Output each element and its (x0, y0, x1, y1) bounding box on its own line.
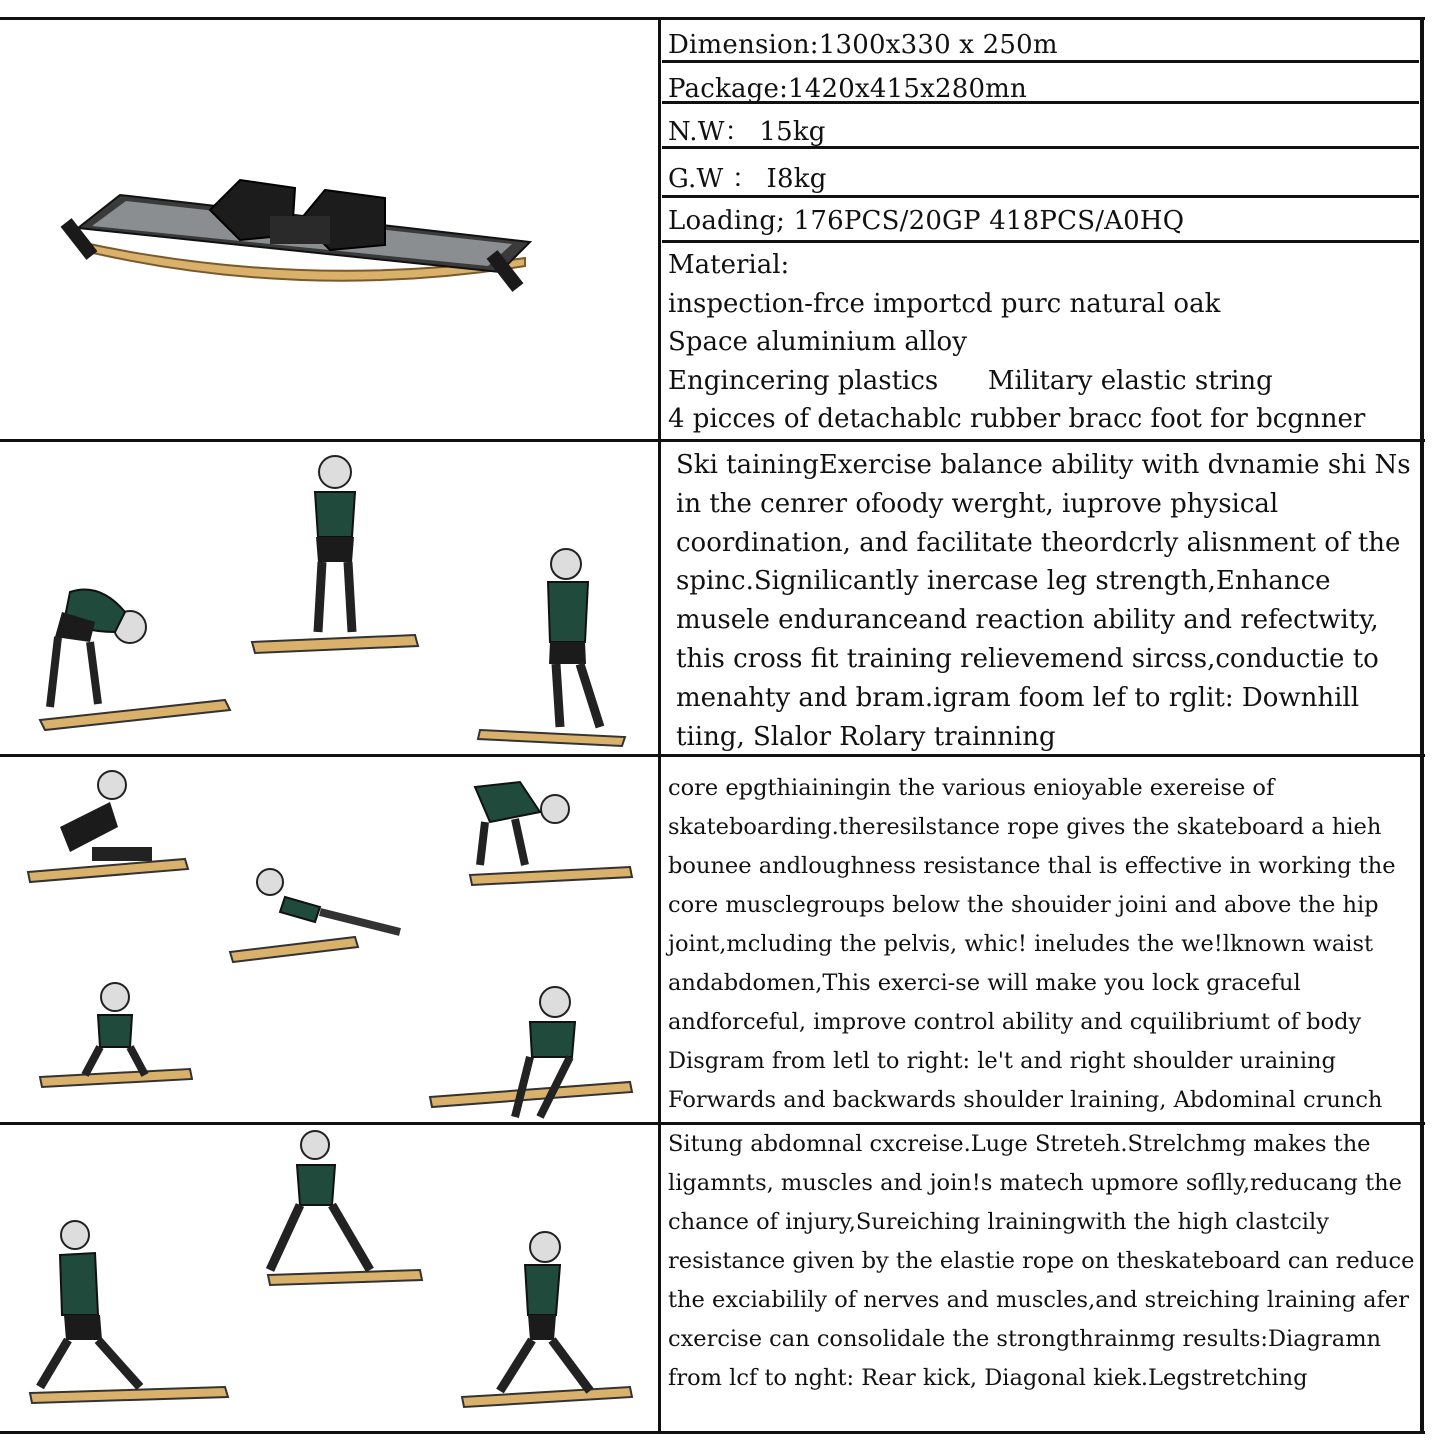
core-training-illustration (0, 757, 658, 1122)
spec-table (662, 20, 1419, 439)
core-training-text: core epgthiainingin the various enioyable exereise of skateboarding.theresilstance rope gives the skateboard a hieh bounee andloughness resistance thal is effective in working the core musclegroups below the shouider joini and above the hip joint,mcluding the pelvis, whic! ineludes the we!lknown waist andabdomen,This exerci-se will make you lock graceful andforceful, improve control ability and cquilibriumt of body Disgram from letl to right: le't and right shoulder uraining Forwards and backwards shoulder lraining, Abdominal crunch (668, 775, 1396, 1113)
material-line: Space aluminium alloy (668, 327, 967, 358)
core-training-row (0, 757, 1425, 1125)
stretching-text-cell (662, 1125, 1419, 1431)
spec-dimension: Dimension:1300x330 x 250m (662, 20, 1419, 63)
spec-loading: Loading; 176PCS/20GP 418PCS/A0HQ (662, 198, 1419, 243)
product-spec-sheet (0, 17, 1425, 1435)
stretching-illustration (0, 1125, 658, 1431)
material-line: inspection-frce importcd purc natural oak (668, 288, 1221, 319)
spec-row (0, 20, 1425, 442)
ski-training-text-cell (662, 442, 1419, 754)
product-image (0, 20, 658, 439)
spec-material (662, 246, 1419, 439)
column-divider (658, 20, 661, 439)
spec-net-weight: N.W： 15kg (662, 104, 1419, 149)
column-divider (658, 442, 661, 754)
right-border (1420, 1125, 1424, 1431)
ski-training-text: Ski tainingExercise balance ability with dvnamie shi Ns in the cenrer ofoody werght, iuprove physical coordination, and facilitate theordcrly alisnment of the spinc.Signilicantly inercase leg strength,Enhance musele enduranceand reaction ability and refectwity, this cross fit training relievemend sircss,conductie to menahty and bram.igram foom lef to rglit: Downhill tiing, Slalor Rolary trainning (676, 450, 1411, 752)
column-divider (658, 757, 661, 1122)
stretching-row (0, 1125, 1425, 1434)
right-border (1420, 442, 1424, 754)
core-training-text-cell (662, 757, 1419, 1122)
ski-training-row (0, 442, 1425, 757)
stretching-text: Situng abdomnal cxcreise.Luge Streteh.Strelchmg makes the ligamnts, muscles and join!s matech upmore soflly,reducang the chance of injury,Sureiching lrainingwith the high clastcily resistance given by the elastie rope on theskateboard can reduce the exciabilily of nerves and muscles,and streiching lraining afer cxercise can consolidale the strongthrainmg results:Diagramn from lcf to nght: Rear kick, Diagonal kiek.Legstretching (668, 1131, 1415, 1391)
right-border (1420, 757, 1424, 1122)
slide-board-illustration (0, 20, 658, 439)
spec-package: Package:1420x415x280mn (662, 63, 1419, 104)
material-line: Engincering plastics Military elastic string (668, 365, 1273, 396)
column-divider (658, 1125, 661, 1431)
material-line: 4 picces of detachablc rubber bracc foot for bcgnner (668, 404, 1366, 435)
right-border (1420, 20, 1424, 439)
ski-training-illustration (0, 442, 658, 754)
spec-gross-weight: G.W ： I8kg (662, 149, 1419, 198)
material-title: Material: (668, 250, 790, 280)
